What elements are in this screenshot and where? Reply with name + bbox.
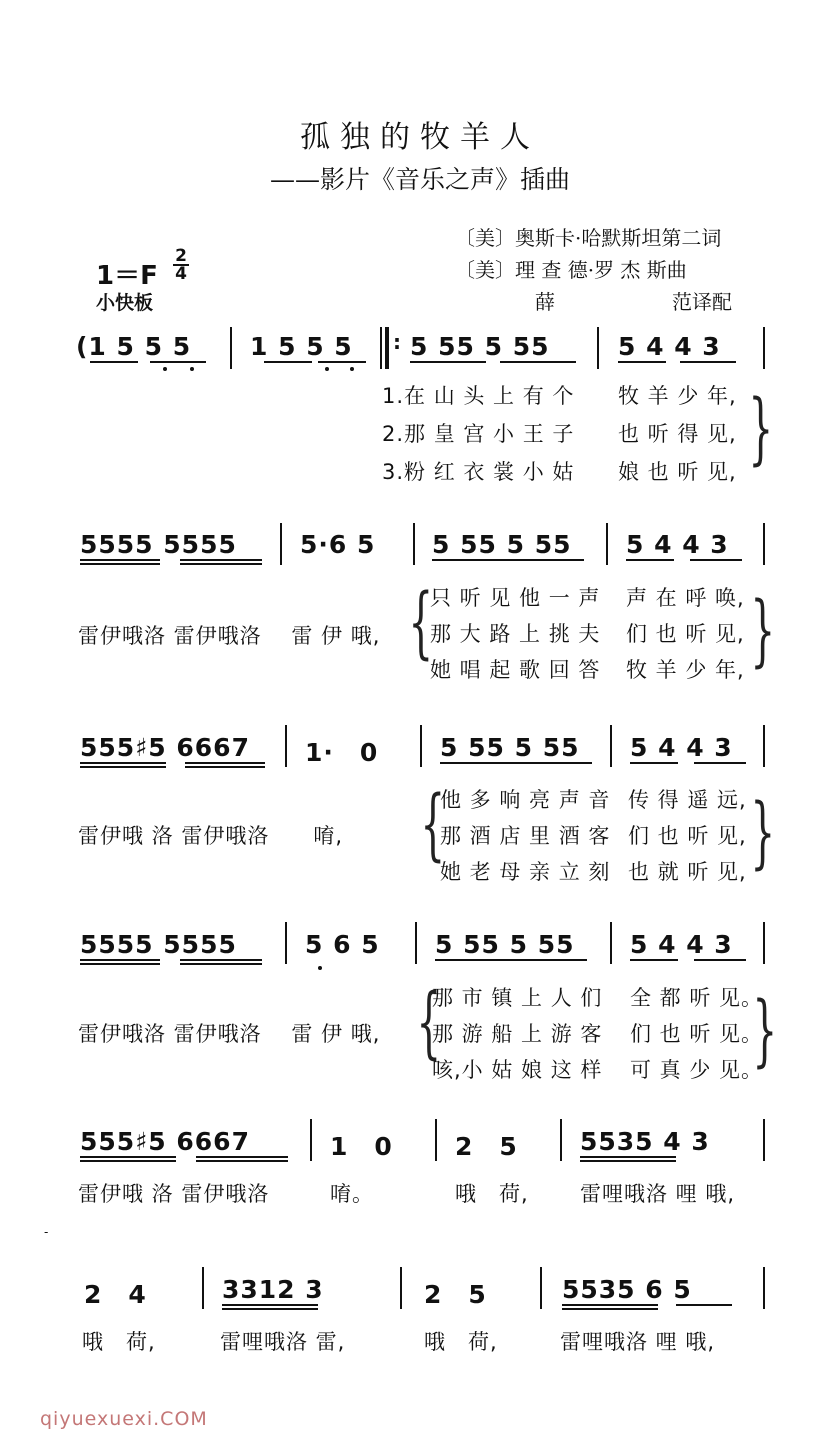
barline xyxy=(400,1267,402,1309)
beam-double xyxy=(222,1304,318,1306)
row-5-lyric-1: 雷伊哦 洛 雷伊哦洛 xyxy=(78,1182,270,1206)
measure-4-3: 5 55 5 55 xyxy=(435,930,575,959)
beam-double xyxy=(180,559,262,561)
low-dot xyxy=(190,367,194,371)
row-4-verse-2a: 那 游 船 上 游 客 xyxy=(432,1022,603,1046)
verse-3-line-1b: 娘 也 听 见, xyxy=(618,460,737,484)
verse-brace-right: } xyxy=(750,586,776,676)
beam xyxy=(435,959,511,961)
verse-brace-left: { xyxy=(416,978,442,1068)
beam xyxy=(626,559,674,561)
translator-credit-a: 薛 xyxy=(535,290,555,314)
low-dot xyxy=(350,367,354,371)
row-6-lyric-4: 雷哩哦洛 哩 哦, xyxy=(560,1330,716,1354)
barline xyxy=(540,1267,542,1309)
beam-double xyxy=(80,766,166,768)
beam xyxy=(508,559,584,561)
beam xyxy=(440,762,516,764)
beam-double xyxy=(580,1156,676,1158)
beam-double xyxy=(80,762,166,764)
barline xyxy=(610,922,612,964)
row-3-refrain-lyric: 雷伊哦 洛 雷伊哦洛 唷, xyxy=(78,824,344,848)
barline xyxy=(763,922,765,964)
beam-double xyxy=(80,959,160,961)
measure-6-2: 3312 3 xyxy=(222,1275,324,1304)
verse-3-line-1a: 3.粉 红 衣 裳 小 姑 xyxy=(382,460,575,484)
beam-double xyxy=(180,563,262,565)
row-3-verse-3a: 她 老 母 亲 立 刻 xyxy=(440,860,611,884)
beam-double xyxy=(562,1304,658,1306)
row-2-verse-2b: 们 也 听 见, xyxy=(626,622,745,646)
beam-double xyxy=(222,1308,318,1310)
beam xyxy=(680,361,736,363)
measure-3-2: 1· 0 xyxy=(305,738,379,767)
measure-2-2: 5·6 5 xyxy=(300,530,376,559)
beam-double xyxy=(80,963,160,965)
row-5-lyric-3: 哦 荷, xyxy=(455,1182,529,1206)
measure-4-1: 5555 5555 xyxy=(80,930,237,959)
row-5-lyric-2: 唷。 xyxy=(330,1182,374,1206)
low-dot xyxy=(163,367,167,371)
row-4-refrain-lyric: 雷伊哦洛 雷伊哦洛 雷 伊 哦, xyxy=(78,1022,381,1046)
measure-6-4: 5535 6 5 xyxy=(562,1275,692,1304)
verse-brace-right: } xyxy=(752,986,778,1076)
stray-mark: - xyxy=(44,1225,49,1239)
row-6-lyric-1: 哦 荷, xyxy=(82,1330,156,1354)
time-signature-top: 2 xyxy=(173,248,189,266)
barline-thick xyxy=(385,327,389,369)
beam-double xyxy=(185,762,265,764)
beam-double xyxy=(180,963,262,965)
measure-1-1: (1 5 5 5 xyxy=(76,332,192,361)
barline xyxy=(415,922,417,964)
beam-double xyxy=(80,1156,176,1158)
measure-1-4: 5 4 4 3 xyxy=(618,332,721,361)
beam xyxy=(410,361,486,363)
measure-1-2: 1 5 5 5 xyxy=(250,332,353,361)
beam xyxy=(630,959,678,961)
barline xyxy=(230,327,232,369)
composer-credit: 〔美〕理 查 德·罗 杰 斯曲 xyxy=(455,258,687,282)
barline xyxy=(280,523,282,565)
barline xyxy=(413,523,415,565)
beam xyxy=(694,762,746,764)
measure-5-3: 2 5 xyxy=(455,1132,518,1161)
barline xyxy=(606,523,608,565)
row-3-verse-2a: 那 酒 店 里 酒 客 xyxy=(440,824,611,848)
row-6-lyric-2: 雷哩哦洛 雷, xyxy=(220,1330,346,1354)
measure-1-3: 5 55 5 55 xyxy=(410,332,550,361)
row-3-verse-1b: 传 得 遥 远, xyxy=(628,788,747,812)
barline xyxy=(285,922,287,964)
beam-double xyxy=(196,1160,288,1162)
barline xyxy=(763,1119,765,1161)
barline xyxy=(380,327,382,369)
barline xyxy=(202,1267,204,1309)
translator-credit-b: 范译配 xyxy=(672,290,732,314)
row-2-refrain-lyric: 雷伊哦洛 雷伊哦洛 雷 伊 哦, xyxy=(78,624,381,648)
time-signature-bottom: 4 xyxy=(175,264,187,284)
beam xyxy=(500,361,576,363)
beam-double xyxy=(80,559,160,561)
measure-6-1: 2 4 xyxy=(84,1280,147,1309)
barline xyxy=(763,725,765,767)
measure-3-1: 555♯5 6667 xyxy=(80,733,250,762)
measure-4-2: 5 6 5 xyxy=(305,930,380,959)
row-3-verse-3b: 也 就 听 见, xyxy=(628,860,747,884)
song-subtitle: ——影片《音乐之声》插曲 xyxy=(269,165,570,194)
low-dot xyxy=(318,966,322,970)
low-dot xyxy=(325,367,329,371)
beam xyxy=(318,361,366,363)
beam-double xyxy=(185,766,265,768)
barline xyxy=(763,1267,765,1309)
beam-double xyxy=(80,563,160,565)
beam xyxy=(694,959,746,961)
beam-double xyxy=(562,1308,658,1310)
beam xyxy=(630,762,678,764)
row-4-verse-3b: 可 真 少 见。 xyxy=(630,1058,764,1082)
measure-2-3: 5 55 5 55 xyxy=(432,530,572,559)
beam xyxy=(264,361,312,363)
measure-2-4: 5 4 4 3 xyxy=(626,530,729,559)
row-4-verse-1a: 那 市 镇 上 人 们 xyxy=(432,986,603,1010)
measure-4-4: 5 4 4 3 xyxy=(630,930,733,959)
key-signature: 1＝F xyxy=(96,261,158,291)
beam xyxy=(511,959,587,961)
time-signature xyxy=(173,248,189,282)
beam-double xyxy=(580,1160,676,1162)
measure-3-4: 5 4 4 3 xyxy=(630,733,733,762)
verse-2-line-1a: 2.那 皇 宫 小 王 子 xyxy=(382,422,575,446)
beam xyxy=(516,762,592,764)
row-6-lyric-3: 哦 荷, xyxy=(424,1330,498,1354)
barline xyxy=(763,327,765,369)
row-4-verse-1b: 全 都 听 见。 xyxy=(630,986,764,1010)
barline xyxy=(435,1119,437,1161)
verse-brace-left: { xyxy=(408,578,434,668)
barline xyxy=(610,725,612,767)
beam-double xyxy=(180,959,262,961)
row-2-verse-1b: 声 在 呼 唤, xyxy=(626,586,745,610)
beam xyxy=(150,361,206,363)
measure-3-3: 5 55 5 55 xyxy=(440,733,580,762)
row-3-verse-2b: 们 也 听 见, xyxy=(628,824,747,848)
row-2-verse-3a: 她 唱 起 歌 回 答 xyxy=(430,658,601,682)
measure-2-1: 5555 5555 xyxy=(80,530,237,559)
beam xyxy=(618,361,666,363)
verse-brace-right: } xyxy=(748,384,774,474)
verse-brace-right: } xyxy=(750,788,776,878)
measure-5-2: 1 0 xyxy=(330,1132,393,1161)
row-2-verse-3b: 牧 羊 少 年, xyxy=(626,658,745,682)
barline xyxy=(763,523,765,565)
row-2-verse-2a: 那 大 路 上 挑 夫 xyxy=(430,622,601,646)
barline xyxy=(597,327,599,369)
barline xyxy=(560,1119,562,1161)
barline xyxy=(310,1119,312,1161)
beam xyxy=(90,361,138,363)
measure-5-1: 555♯5 6667 xyxy=(80,1127,250,1156)
beam-double xyxy=(80,1160,176,1162)
verse-1-line-1a: 1.在 山 头 上 有 个 xyxy=(382,384,575,408)
beam xyxy=(432,559,508,561)
verse-brace-left: { xyxy=(420,780,446,870)
song-title: 孤独的牧羊人 xyxy=(300,120,540,155)
barline xyxy=(420,725,422,767)
verse-1-line-1b: 牧 羊 少 年, xyxy=(618,384,737,408)
beam xyxy=(676,1304,732,1306)
beam-double xyxy=(196,1156,288,1158)
barline xyxy=(285,725,287,767)
measure-6-3: 2 5 xyxy=(424,1280,487,1309)
repeat-dots: : xyxy=(393,330,402,354)
lyricist-credit: 〔美〕奥斯卡·哈默斯坦第二词 xyxy=(455,226,722,250)
row-5-lyric-4: 雷哩哦洛 哩 哦, xyxy=(580,1182,736,1206)
row-4-verse-2b: 们 也 听 见。 xyxy=(630,1022,764,1046)
verse-2-line-1b: 也 听 得 见, xyxy=(618,422,737,446)
measure-5-4: 5535 4 3 xyxy=(580,1127,710,1156)
row-4-verse-3a: 咳,小 姑 娘 这 样 xyxy=(432,1058,603,1082)
tempo-marking: 小快板 xyxy=(96,292,154,314)
site-watermark: qiyuexuexi.COM xyxy=(40,1408,208,1430)
row-2-verse-1a: 只 听 见 他 一 声 xyxy=(430,586,601,610)
row-3-verse-1a: 他 多 响 亮 声 音 xyxy=(440,788,611,812)
beam xyxy=(690,559,742,561)
